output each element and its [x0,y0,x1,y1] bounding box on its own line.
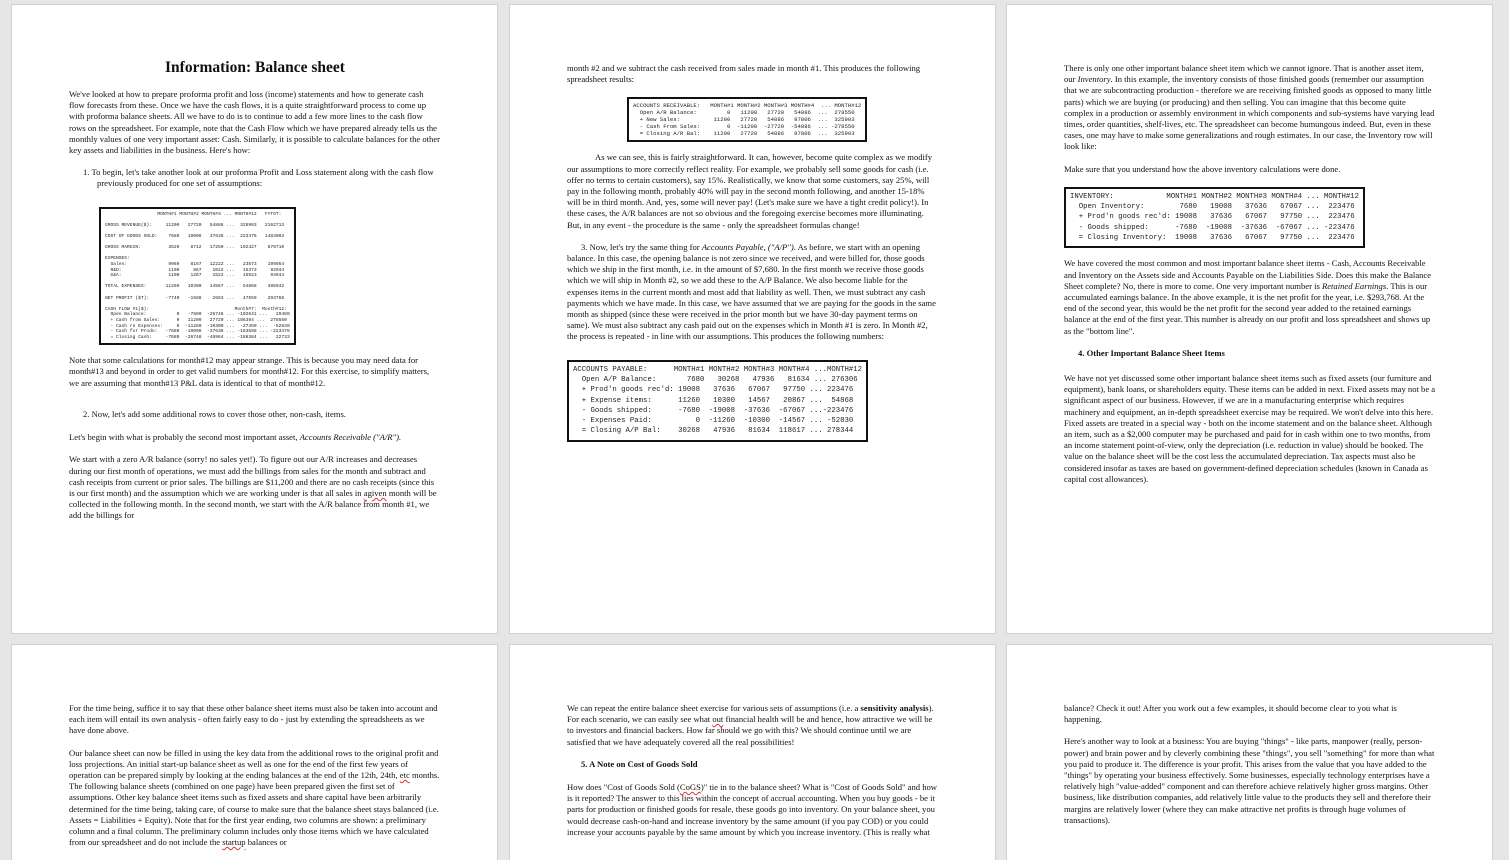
cogs-paragraph[interactable]: How does "Cost of Goods Sold (CoGS)" tie in to the balance sheet? What is "Cost of Goods Sold" and how is it reported? The answer to this lies within the concept of accrual accounting. When you buy goods - be it parts for production or finished goods for resale, these goods go into inventory. On your balance sheet, you would decrease cash-on-hand and increase inventory by the same amount (if you pay COD) or you could increase your accounts payable by the same amount by which you increase inventory. (This is really what [567,782,938,837]
accounts-receivable-table: ACCOUNTS RECEIVABLE: MONTH#1 MONTH#2 MONTH#3 MONTH#4 ... MONTH#12 Open A/R Balance: 0 11200 27720 54886 ... 278550 + New Sales: 11200 27720 54886 97806 ... 325903 - Cash From Sales: 0 -11200 -27720 -54886 ... -278550 = Closing A/R Bal: 11200 27720 54886 97806 ... 325903 [627,97,867,142]
document-page-5 [509,644,996,860]
ap-paragraph[interactable]: 3. Now, let's try the same thing for Accounts Payable, ("A/P"). As before, we start with an opening balance. In this case, the opening balance is not zero since we received, and were billed for, those goods which we ship in the first month, i.e. in the amount of $7,680. In the first month we receive those goods which we will ship in Month #2, so we add these to the A/P Balance. We also become liable for the expenses items in the current month and most add that liability as well. Then, we must subtract any cash payments which we have made. In this case, we have assumed that we are paying for the goods in the same month as shipped (since these were received in the prior month but we have 30-day payment terms on same). We must also subtract any cash paid out on the expenses which in Month #1 is zero. In Month #2, the process is repeated - in line with our assumptions. This produces the following numbers: [567,241,936,342]
page-4-content [69,703,441,859]
intro-paragraph[interactable]: We've looked at how to prepare proforma profit and loss (income) statements and how to generate cash flow forecasts from these. Once we have the cash flows, it is a quite straightforward process to come up with proforma balance sheets. All we have to do is to continue to add a few more lines to the cash flow rows on the spreadsheet. For example, note that the Cash Flow which we have prepared already tells us the monthly values of one very important asset: Cash. Similarly, it is possible to calculate balances for the other key assets and liabilities in the business. Here's how: [69,89,441,156]
document-page-2 [509,4,996,634]
retained-earnings-paragraph[interactable]: We have covered the most common and most important balance sheet items - Cash, Accounts Receivable and Inventory on the Assets side and Accounts Payable on the Liabilities Side. Does this make the Balance Sheet complete? No, there is more to come. One very important number is Retained Earnings. This is our accumulated earnings balance. In the above example, it is the net profit for the year, i.e. $293,768. At the end of the second year, this would be the net profit for the second year added to the retained earnings balance at the end of the first year. This number is already on our profit and loss spreadsheet and shows up as the "bottom line". [1064,258,1432,336]
inventory-paragraph[interactable]: There is only one other important balance sheet item which we cannot ignore. That is another asset item, our Inventory. In this example, the inventory consists of those finished goods (remember our assumption that we are subcontracting production - therefore we are receiving finished goods as opposed to many little parts) which we are buying (or producing) and then selling. You can imagine that this become quite complex in a production or assembly environment in which components and sub-systems have varying lead times, order quantities, shelf-lives, etc. The spreadsheet can become humungous indeed. But, even in these cases, one may have to make some generalizations and rough estimates. In our case, the Inventory row will look like: [1064,63,1435,152]
accounts-payable-table: ACCOUNTS PAYABLE: MONTH#1 MONTH#2 MONTH#3 MONTH#4 ...MONTH#12 Open A/P Balance: 7680 30268 47936 81634 ... 276306 + Prod'n goods rec'd: 19008 37636 67067 97750 ... 223476 + Expense items: 11260 10300 14567 20867 ... 54868 - Goods shipped: -7680 -19008 -37636 -67067 ...-223476 - Expenses Paid: 0 -11260 -10300 -14567 ... -52830 = Closing A/P Bal: 30268 47936 81634 118617 ... 278344 [567,360,868,442]
note-paragraph[interactable]: Note that some calculations for month#12 may appear strange. This is because you may need data for month#13 and beyond in order to get valid numbers for month#12. For this exercise, to simplify matters, we are assuming that month#13 P&L data is identical to that of month#12. [69,355,430,388]
spelling-error[interactable]: out [712,714,724,725]
balance-sheet-paragraph[interactable]: Our balance sheet can now be filled in using the key data from the additional rows to the original profit and loss projections. An initial start-up balance sheet as well as one for the end of the first few years of operation can be prepared simply by looking at the ending balances at the end of the 12th, 24th, etc months. The following balance sheets (combined on one page) have been prepared given the first set of assumptions. Other key balance sheet items such as fixed assets and share capital have been arbitrarily determined for the time being, taking care, of course to make sure that the balance sheet stays balanced (i.e. Assets = Liabilities + Equity). Note that for the first year ending, two columns are shown: a preliminary column and a final column. The preliminary column includes only those items which we have calculated from our spreadsheet and do not include the startup balances or [69,747,440,848]
page-6-content [1064,703,1436,837]
ar-body-paragraph[interactable]: We start with a zero A/R balance (sorry! no sales yet!). To figure out our A/R increases and decreases during our first month of operations, we must add the billings from sales for the month and subtract and cash receipts from current or prior sales. The billings are $11,200 and there are no cash receipts (since this is our first month) and the assumption which we are working under is that all sales in agiven month will be collected in the following month. In the second month, we start with the A/R balance from month #1, we add the billings for [69,454,437,521]
page-2-content [567,63,939,452]
sensitivity-paragraph[interactable]: We can repeat the entire balance sheet exercise for various sets of assumptions (i.e. a sensitivity analysis). For each scenario, we can easily see what out financial health will be and hence, how attractive we will be to investors and financial backers. How far should we go with this? We should continue until we are satisfied that we have adequately covered all the real possibilities! [567,703,934,747]
spelling-error[interactable]: startup [222,837,246,848]
document-page-4 [11,644,498,860]
spelling-error[interactable]: etc [399,770,410,781]
business-view-paragraph[interactable]: Here's another way to look at a business: You are buying "things" - like parts, manpower (really, person-power) and brain power and by cleverly combining these "things", you sell "something" for more than what you paid to produce it. The difference is your profit. This arises from the value that you have added to the "things" by operating your business effectively. Some businesses, especially technology enterprises have a relatively high "value-added" component and can therefore achieve relatively higher gross margins. Other business, like distribution companies, add relatively little value to the products they sell and therefore their margins are relatively lower (where they can make attractive net profits is through huge volumes of transactions). [1064,736,1435,825]
list-item-1[interactable]: 1. To begin, let's take another look at our proforma Profit and Loss statement along with the cash flow previously produced for one set of assumptions: [83,167,434,189]
page-5-content [567,703,939,849]
list-item-2[interactable]: 2. Now, let's add some additional rows to cover those other, non-cash, items. [83,408,346,419]
page-title[interactable]: Information: Balance sheet [165,59,345,76]
balance-check-paragraph[interactable]: balance? Check it out! After you work out a few examples, it should become clear to you what is happening. [1064,703,1397,725]
section-heading-4[interactable]: 4. Other Important Balance Sheet Items [1078,347,1225,358]
section-heading-5[interactable]: 5. A Note on Cost of Goods Sold [581,758,698,769]
inventory-table: INVENTORY: MONTH#1 MONTH#2 MONTH#3 MONTH#4 ... MONTH#12 Open Inventory: 7680 19008 37636 67067 ... 223476 + Prod'n goods rec'd: 19008 37636 67067 97750 ... 223476 - Goods shipped: -7680 -19008 -37636 -67067 ... -223476 = Closing Inventory: 19008 37636 67067 97750 ... 223476 [1064,187,1365,248]
document-page-3 [1006,4,1493,634]
profit-loss-table: MONTH#1 MONTH#2 MONTH#3 ... MONTH#12 FYTOT: GROSS REVENUE($): 11200 27720 54886 ... 325903 2162713 COST OF GOODS SOLD: 7680 19008 37636 ... 223476 1483003 GROSS MARGIN: 3520 8712 17250 ... 102427 679710 EXPENSES: Sales: 9060 8167 12222 ... 23573 199954 R&D: 1100 867 1022 ... 15373 92044 G&A: 1100 1267 1522 ... 15923 93944 TOTAL EXPENSES: 11260 10300 14567 ... 54868 385942 NET PROFIT ($T): -7740 -1588 2683 ... 47559 293768 CASH FLOW #1($): Month#7: Month#12: Open Balance: 0 -7680 -26748 ... -102641 ... 20489 + Cash from Sales: 0 11200 27720 ... 186394 ... 278550 - Cash re Expenses: 0 -11260 -10300 ... -27450 ... -52830 - Cash for Prodn: -7680 -19008 -37636 ... -163688 ... -223476 = Closing Cash: -7680 -26748 -46964 ... -186384 ... 22733 [99,207,296,346]
other-items-paragraph[interactable]: We have not yet discussed some other important balance sheet items such as fixed assets (our furniture and equipment), bank loans, or shareholders equity. These items can be added in next. Fixed assets may not be a significant aspect of our business. However, if we are in a manufacturing enterprise which requires machinery and equipment, an in-depth spreadsheet exercise may be required. We won't delve into this here. Fixed assets are treated in a special way - both on the income statement and on the balance sheet. Although an item, such as a $2,000 computer may be purchased and paid for in cash within one to two months, from an income statement point-of-view, only the depreciation (i.e. reduction in value) should be booked. The value on the balance sheet will be the cost less the accumulated depreciation. Tax aspects must also be considered insofar as taxes are based on government-defined depreciation schedules (known in Canada as capital cost allowances). [1064,372,1436,484]
ar-intro-paragraph[interactable]: Let's begin with what is probably the second most important asset, Accounts Receivable ("A/R"). [69,432,402,443]
document-page-1 [11,4,498,634]
continuation-paragraph[interactable]: month #2 and we subtract the cash received from sales made in month #1. This produces the following spreadsheet results: [567,63,921,85]
other-items-summary-paragraph[interactable]: For the time being, suffice it to say that these other balance sheet items must also be taken into account and each item will entail its own analysis - often fairly easy to do - just by extending the spreadsheets as we have done above. [69,703,438,736]
document-page-6 [1006,644,1493,860]
page-3-content [1064,63,1436,496]
inventory-note[interactable]: Make sure that you understand how the above inventory calculations were done. [1064,163,1341,174]
ar-explanation-paragraph[interactable]: As we can see, this is fairly straightforward. It can, however, become quite complex as we modify our assumptions to more correctly reflect reality. For example, we probably sell some goods for cash (i.e. offer no terms to certain customers), say 15%. Realistically, we know that some customers, say 25%, will pay in the following month, probably 40% will pay in the second month following, and another 15-18% will be in third month. And, yes, some will never pay! (Let's make sure we have a tight credit policy!). In these cases, the A/R balances are not so obvious and the foregoing exercise becomes more illuminating. But, in any event - the procedure is the same - only the spreadsheet formulas change! [567,152,933,230]
spelling-error[interactable]: agiven [363,487,387,498]
spelling-error[interactable]: CoGS [679,782,701,793]
page-1-content [69,59,441,533]
